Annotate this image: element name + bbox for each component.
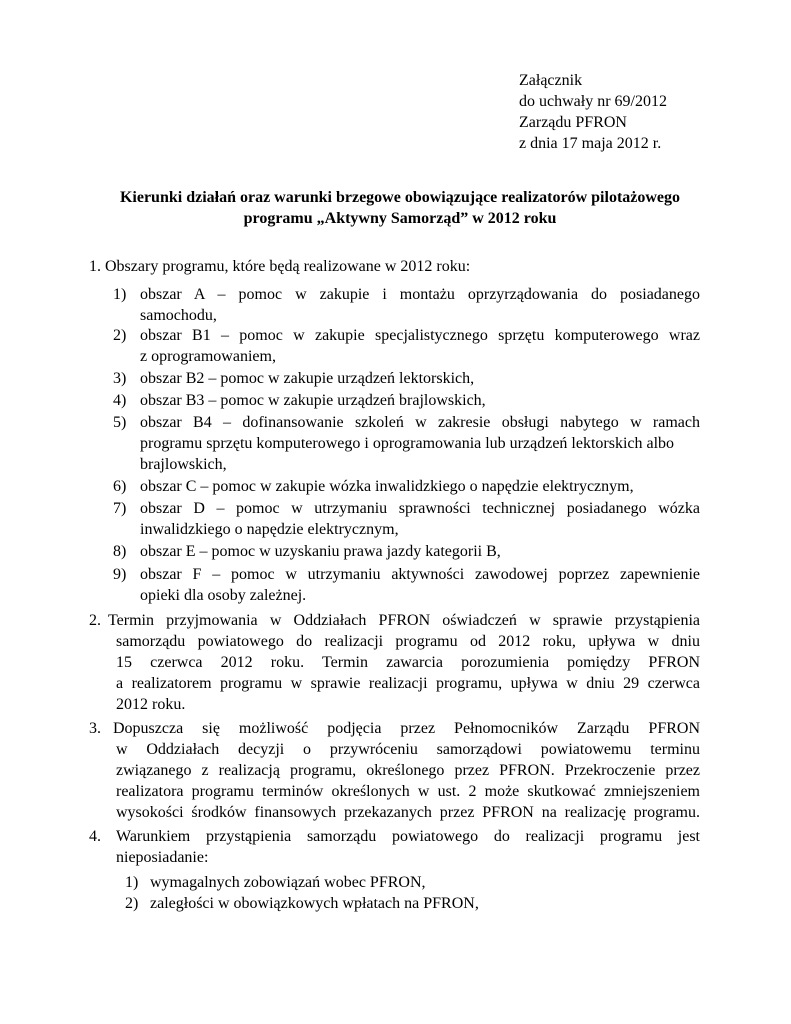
list-item-number: 2) [125, 895, 139, 912]
annex-line: z dnia 17 maja 2012 r. [519, 135, 662, 152]
section-number: 2. [89, 612, 101, 629]
title-line: Kierunki działań oraz warunki brzegowe obowiązujące realizatorów pilotażowego [119, 189, 681, 206]
document-title [80, 187, 720, 229]
section-number: 3. [89, 720, 101, 737]
list-item-text: z oprogramowaniem, [140, 348, 276, 365]
annex-line: Zarządu PFRON [519, 114, 627, 131]
list-item-number: 3) [113, 370, 127, 387]
section-number: 4. [89, 828, 101, 845]
list-item-text: zaległości w obowiązkowych wpłatach na PFRON, [150, 895, 479, 912]
annex-line: Załącznik [519, 72, 583, 89]
paragraph-line: Dopuszcza się możliwość podjęcia przez Pełnomocników Zarządu PFRON [113, 720, 700, 737]
list-item-number: 1) [113, 286, 127, 303]
list-item-text: obszar C – pomoc w zakupie wózka inwalidzkiego o napędzie elektrycznym, [140, 478, 634, 495]
list-item-number: 8) [113, 543, 127, 560]
list-item-text: obszar F – pomoc w utrzymaniu aktywności zawodowej poprzez zapewnienie [140, 566, 700, 583]
list-item-text: programu sprzętu komputerowego i oprogramowania lub urządzeń lektorskich albo [140, 435, 675, 452]
list-item-text: opieki dla osoby zależnej. [140, 587, 307, 604]
paragraph-line: Termin przyjmowania w Oddziałach PFRON oświadczeń w sprawie przystąpienia [108, 612, 700, 629]
list-item-number: 6) [113, 478, 127, 495]
list-item-text: samochodu, [140, 307, 217, 324]
paragraph-line: nieposiadanie: [116, 849, 209, 866]
paragraph-line: w Oddziałach decyzji o przywróceniu samorządowi powiatowemu terminu [116, 741, 700, 758]
list-item-text: wymagalnych zobowiązań wobec PFRON, [150, 874, 426, 891]
list-item-number: 9) [113, 566, 127, 583]
paragraph-line: a realizatorem programu w sprawie realizacji programu, upływa w dniu 29 czerwca [116, 675, 700, 692]
list-item-text: obszar D – pomoc w utrzymaniu sprawności technicznej posiadanego wózka [140, 500, 700, 517]
annex-header [519, 70, 667, 154]
list-item-text: obszar A – pomoc w zakupie i montażu oprzyrządowania do posiadanego [140, 286, 700, 303]
paragraph-line: realizatora programu terminów określonych w ust. 2 może skutkować zmniejszeniem [116, 783, 700, 800]
list-item-number: 4) [113, 392, 127, 409]
list-item-number: 1) [125, 874, 139, 891]
list-item-text: obszar B3 – pomoc w zakupie urządzeń brajlowskich, [140, 392, 486, 409]
list-item-text: inwalidzkiego o napędzie elektrycznym, [140, 521, 399, 538]
annex-line: do uchwały nr 69/2012 [519, 93, 667, 110]
section-1-heading: 1. Obszary programu, które będą realizowane w 2012 roku: [89, 258, 471, 275]
paragraph-line: wysokości środków finansowych przekazanych przez PFRON na realizację programu. [116, 804, 700, 821]
paragraph-line: 15 czerwca 2012 roku. Termin zawarcia porozumienia pomiędzy PFRON [116, 654, 700, 671]
list-item-number: 5) [113, 414, 127, 431]
paragraph-line: związanego z realizacją programu, określonego przez PFRON. Przekroczenie przez [116, 762, 700, 779]
list-item-text: brajlowskich, [140, 456, 227, 473]
paragraph-line: Warunkiem przystąpienia samorządu powiatowego do realizacji programu jest [116, 828, 700, 845]
paragraph-line: samorządu powiatowego do realizacji programu od 2012 roku, upływa w dniu [116, 633, 700, 650]
paragraph-line: 2012 roku. [116, 696, 186, 713]
list-item-text: obszar B4 – dofinansowanie szkoleń w zakresie obsługi nabytego w ramach [140, 414, 700, 431]
list-item-number: 2) [113, 327, 127, 344]
list-item-text: obszar E – pomoc w uzyskaniu prawa jazdy kategorii B, [140, 543, 501, 560]
list-item-text: obszar B2 – pomoc w zakupie urządzeń lektorskich, [140, 370, 475, 387]
list-item-number: 7) [113, 500, 127, 517]
list-item-text: obszar B1 – pomoc w zakupie specjalistycznego sprzętu komputerowego wraz [140, 327, 700, 344]
title-line: programu „Aktywny Samorząd” w 2012 roku [243, 210, 557, 227]
